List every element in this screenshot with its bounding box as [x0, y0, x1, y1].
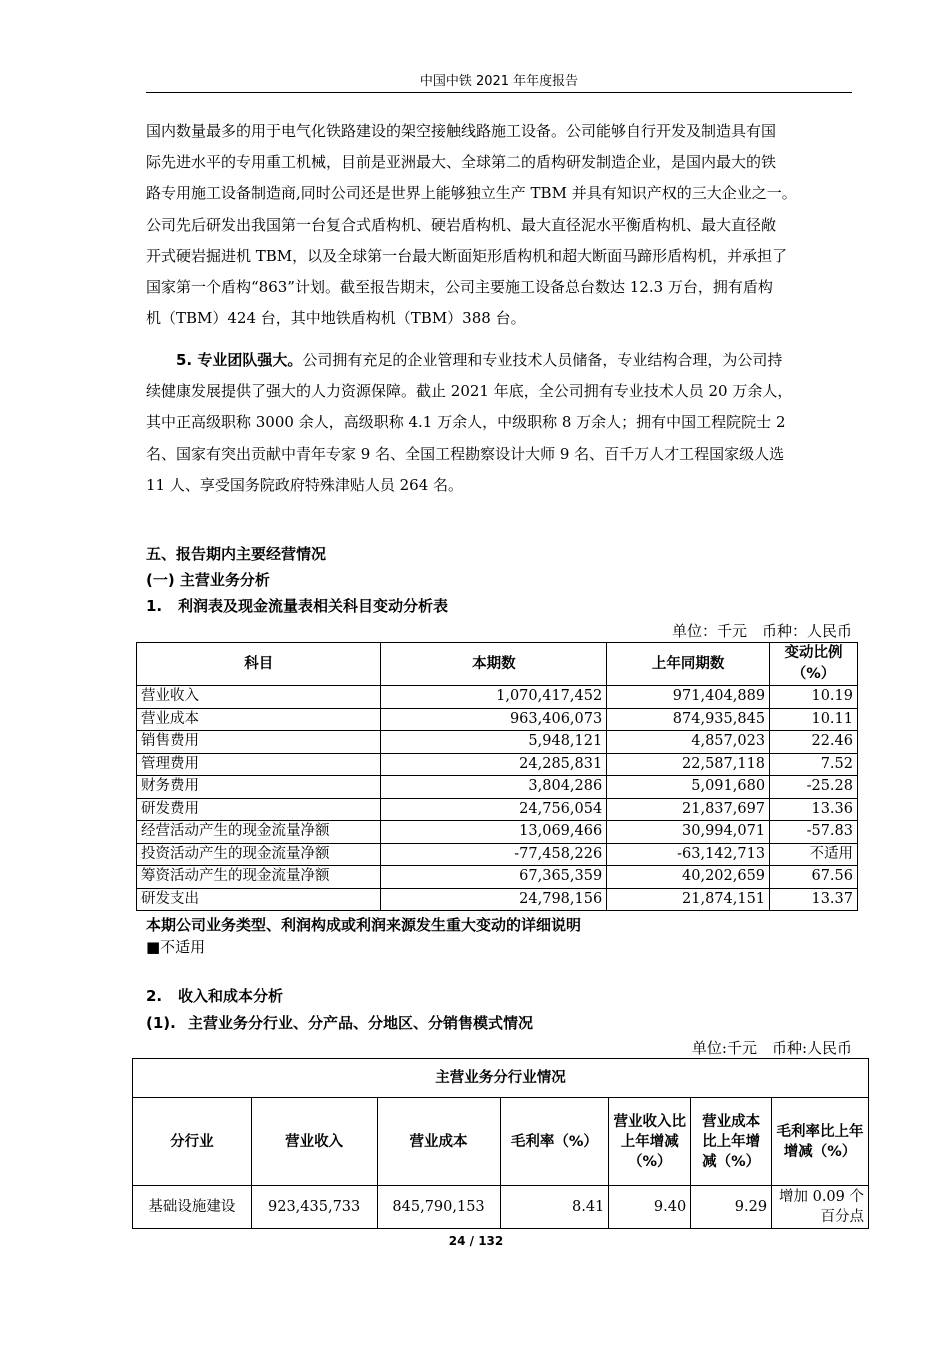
sub1-heading	[146, 1012, 533, 1033]
item2-title: 收入和成本分析	[178, 987, 284, 1005]
table-row	[133, 1186, 869, 1229]
table-cell: 5,948,121	[381, 731, 607, 754]
table-cell: 67,365,359	[381, 866, 607, 889]
table-cell: 971,404,889	[607, 686, 770, 709]
table-cell: 24,798,156	[381, 888, 607, 911]
table-cell: 13.37	[770, 888, 858, 911]
table-cell: 9.40	[609, 1186, 691, 1229]
col-header: 毛利率比上年增减（%）	[772, 1098, 869, 1186]
table-cell: 研发费用	[137, 798, 381, 821]
detail-title: 本期公司业务类型、利润构成或利润来源发生重大变动的详细说明	[146, 916, 582, 934]
unit-label-2: 单位:千元 币种:人民币	[691, 1039, 852, 1057]
sub1-title: 主营业务分行业、分产品、分地区、分销售模式情况	[188, 1014, 534, 1032]
table-cell: 963,406,073	[381, 708, 607, 731]
table-cell: 24,285,831	[381, 753, 607, 776]
table-row	[137, 798, 858, 821]
profit-cashflow-table	[136, 642, 858, 911]
table-cell: 21,837,697	[607, 798, 770, 821]
intro-line: 机（TBM）424 台，其中地铁盾构机（TBM）388 台。	[146, 309, 526, 328]
table-cell: 4,857,023	[607, 731, 770, 754]
table-row	[137, 866, 858, 889]
table-cell: 5,091,680	[607, 776, 770, 799]
table-cell: 财务费用	[137, 776, 381, 799]
item1-number: 1.	[146, 597, 163, 615]
table-cell: 21,874,151	[607, 888, 770, 911]
detail-na: ■不适用	[146, 938, 206, 956]
table-cell: 1,070,417,452	[381, 686, 607, 709]
industry-table	[132, 1058, 869, 1229]
table-cell: 销售费用	[137, 731, 381, 754]
intro-line: 路专用施工设备制造商,同时公司还是世界上能够独立生产 TBM 并具有知识产权的三大企业之一。	[146, 184, 797, 203]
table-cell: -77,458,226	[381, 843, 607, 866]
table-cell: 9.29	[691, 1186, 772, 1229]
team-first: 公司拥有充足的企业管理和专业技术人员储备，专业结构合理，为公司持	[302, 351, 783, 369]
table-cell: 30,994,071	[607, 821, 770, 844]
table-cell: 投资活动产生的现金流量净额	[137, 843, 381, 866]
table-cell: 营业成本	[137, 708, 381, 731]
table-cell: 923,435,733	[251, 1186, 377, 1229]
team-paragraph	[146, 345, 852, 501]
item1-heading	[146, 595, 448, 616]
team-first-line	[146, 345, 852, 376]
table-cell: 13.36	[770, 798, 858, 821]
table-cell: 增加 0.09 个百分点	[772, 1186, 869, 1229]
subsection-title: (一) 主营业务分析	[146, 571, 270, 589]
table-cell: 24,756,054	[381, 798, 607, 821]
intro-line: 公司先后研发出我国第一台复合式盾构机、硬岩盾构机、最大直径泥水平衡盾构机、最大直径敞	[146, 215, 777, 234]
table-cell: -63,142,713	[607, 843, 770, 866]
section-title: 五、报告期内主要经营情况	[146, 545, 327, 563]
item1-title: 利润表及现金流量表相关科目变动分析表	[178, 597, 449, 615]
table-cell: 基础设施建设	[133, 1186, 252, 1229]
col-header: 毛利率（%）	[500, 1098, 609, 1186]
col-header: 上年同期数	[607, 643, 770, 686]
table-row	[137, 776, 858, 799]
table-cell: 研发支出	[137, 888, 381, 911]
intro-line: 国家第一个盾构“863”计划。截至报告期末，公司主要施工设备总台数达 12.3 万台，拥有盾构	[146, 278, 773, 297]
table-header-row	[137, 643, 858, 686]
table-cell: 3,804,286	[381, 776, 607, 799]
table-cell: -57.83	[770, 821, 858, 844]
table-caption-row	[133, 1059, 869, 1098]
unit-label-1: 单位：千元 币种：人民币	[671, 622, 852, 640]
table-cell: 10.19	[770, 686, 858, 709]
team-lead: 5. 专业团队强大。	[176, 351, 303, 369]
col-header: 营业收入比上年增减（%）	[609, 1098, 691, 1186]
table-cell: 营业收入	[137, 686, 381, 709]
intro-paragraph	[146, 116, 852, 334]
table-row	[137, 708, 858, 731]
item2-heading	[146, 985, 283, 1006]
table-cell: 8.41	[500, 1186, 609, 1229]
col-header: 本期数	[381, 643, 607, 686]
table-caption: 主营业务分行业情况	[133, 1059, 869, 1098]
table-row	[137, 753, 858, 776]
intro-line: 开式硬岩掘进机 TBM，以及全球第一台最大断面矩形盾构机和超大断面马蹄形盾构机，并承担了	[146, 246, 788, 265]
table-row	[137, 821, 858, 844]
page-number: 24 / 132	[448, 1234, 504, 1248]
page-header: 中国中铁 2021 年年度报告	[146, 70, 852, 93]
col-header: 营业成本	[377, 1098, 500, 1186]
table-cell: 22,587,118	[607, 753, 770, 776]
col-header: 营业成本比上年增减（%）	[691, 1098, 772, 1186]
intro-line: 国内数量最多的用于电气化铁路建设的架空接触线路施工设备。公司能够自行开发及制造具有国	[146, 122, 777, 140]
table-cell: 10.11	[770, 708, 858, 731]
intro-line: 际先进水平的专用重工机械，目前是亚洲最大、全球第二的盾构研发制造企业，是国内最大的铁	[146, 153, 777, 172]
item2-number: 2.	[146, 987, 163, 1005]
table-cell: 40,202,659	[607, 866, 770, 889]
col-header: 科目	[137, 643, 381, 686]
table-cell: 22.46	[770, 731, 858, 754]
table-cell: -25.28	[770, 776, 858, 799]
team-line: 续健康发展提供了强大的人力资源保障。截止 2021 年底，全公司拥有专业技术人员 20 万余人，	[146, 382, 793, 401]
table-cell: 管理费用	[137, 753, 381, 776]
table-row	[137, 686, 858, 709]
team-line: 其中正高级职称 3000 余人，高级职称 4.1 万余人，中级职称 8 万余人；拥有中国工程院院士 2	[146, 413, 786, 432]
team-line: 名、国家有突出贡献中青年专家 9 名、全国工程勘察设计大师 9 名、百千万人才工程国家级人选	[146, 444, 785, 463]
team-line: 11 人、享受国务院政府特殊津贴人员 264 名。	[146, 475, 464, 494]
table-cell: 筹资活动产生的现金流量净额	[137, 866, 381, 889]
table-cell: 7.52	[770, 753, 858, 776]
col-header: 分行业	[133, 1098, 252, 1186]
table-cell: 13,069,466	[381, 821, 607, 844]
table-header-row	[133, 1098, 869, 1186]
table-cell: 67.56	[770, 866, 858, 889]
col-header: 变动比例（%）	[770, 643, 858, 686]
table-row	[137, 843, 858, 866]
sub1-number: (1).	[146, 1014, 176, 1032]
table-row	[137, 731, 858, 754]
table-cell: 845,790,153	[377, 1186, 500, 1229]
table-cell: 经营活动产生的现金流量净额	[137, 821, 381, 844]
col-header: 营业收入	[251, 1098, 377, 1186]
table-cell: 不适用	[770, 843, 858, 866]
table-row	[137, 888, 858, 911]
table-cell: 874,935,845	[607, 708, 770, 731]
